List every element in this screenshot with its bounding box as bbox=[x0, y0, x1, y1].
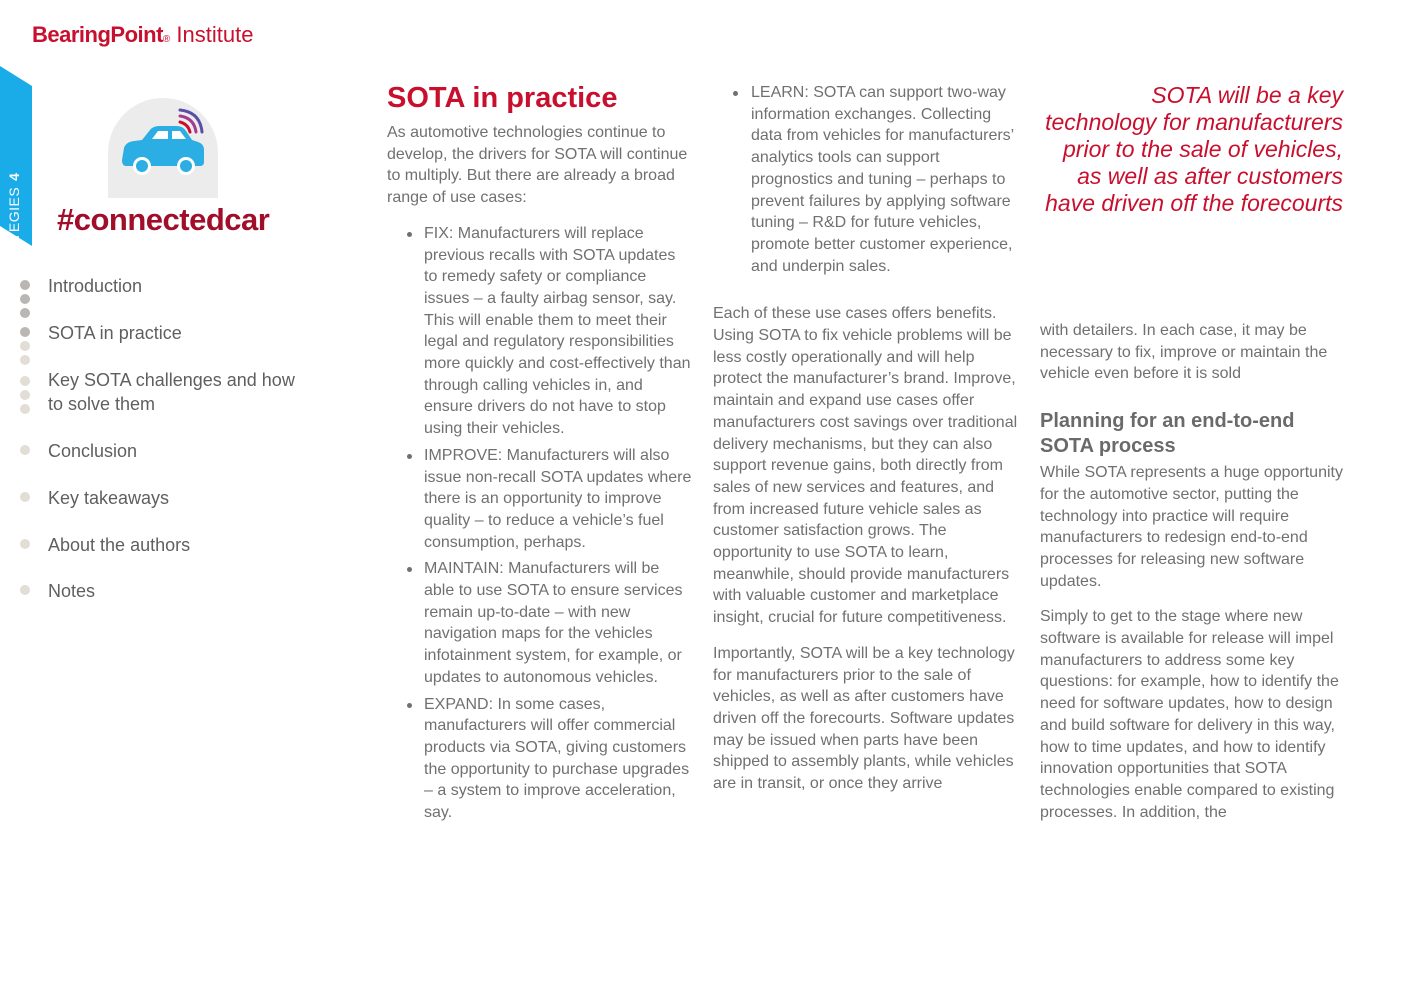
nav-item-introduction[interactable]: Introduction bbox=[48, 276, 143, 296]
list-item-learn: LEARN: SOTA can support two-way information exchanges. Collecting data from vehicles for manufacturers’ analytics tools can support prognostics and tuning – perhaps to prevent failures by applying software tuning – R&D for future vehicles, promote better customer experience, and underpin sales. bbox=[713, 82, 1019, 277]
page-title: SOTA in practice bbox=[387, 82, 618, 114]
list-item-maintain: MAINTAIN: Manufacturers will be able to use SOTA to ensure services remain up-to-date – with new navigation maps for the vehicles infotainment system, for example, or updates to autonomous vehicles. bbox=[387, 558, 692, 688]
section-subheading: Planning for an end-to-end SOTA process bbox=[1040, 410, 1295, 458]
nav-item-sota-in-practice[interactable]: SOTA in practice bbox=[48, 323, 182, 343]
side-tab-number: 4 bbox=[6, 172, 22, 181]
benefits-paragraph: Each of these use cases offers benefits. Using SOTA to fix vehicle problems will be less costly operationally and will help protect the manufacturer’s brand. Improve, maintain and expand use cases offer manufacturers cost savings over traditional delivery mechanisms, but they can also support revenue gains, both directly from sales of new services and features, and from increased future vehicle sales as customer satisfaction grows. The opportunity to use SOTA to learn, meanwhile, should provide manufacturers with valuable customer and marketplace insight, crucial for future competitiveness. bbox=[713, 305, 1018, 627]
continued-paragraph: with detailers. In each case, it may be necessary to fix, improve or maintain the vehicle even before it is sold bbox=[1040, 322, 1328, 383]
nav-item-conclusion[interactable]: Conclusion bbox=[48, 441, 138, 461]
importantly-paragraph: Importantly, SOTA will be a key technology for manufacturers prior to the sale of vehicles, as well as after customers have driven off the forecourts. Software updates may be issued when parts have been shipped to assembly plants, while vehicles are in transit, or once they arrive bbox=[713, 644, 1015, 793]
logo-registered-mark: ® bbox=[162, 34, 171, 45]
nav-dot bbox=[20, 445, 30, 455]
connected-car-icon bbox=[108, 98, 218, 198]
nav-dot bbox=[20, 327, 30, 337]
nav-dot bbox=[20, 280, 30, 290]
use-case-list bbox=[387, 223, 692, 824]
list-item-improve: IMPROVE: Manufacturers will also issue non-recall SOTA updates where there is an opportunity to improve quality – to reduce a vehicle’s fuel consumption, perhaps. bbox=[387, 445, 692, 554]
nav-dot bbox=[20, 376, 30, 386]
connected-car-badge bbox=[108, 98, 218, 198]
nav-item-key-sota-challenges[interactable]: Key SOTA challenges and how to solve them bbox=[48, 370, 295, 414]
nav-dot bbox=[20, 404, 30, 414]
use-case-list-continued bbox=[713, 82, 1019, 277]
nav-item-notes[interactable]: Notes bbox=[48, 581, 96, 601]
nav-dot bbox=[20, 539, 30, 549]
hashtag-title: #connectedcar bbox=[57, 202, 270, 237]
nav-dot bbox=[20, 390, 30, 400]
logo-brand: BearingPoint bbox=[32, 22, 163, 47]
intro-paragraph: As automotive technologies continue to develop, the drivers for SOTA will continue to multiply. But there are already a broad range of use cases: bbox=[387, 124, 688, 207]
list-item-fix: FIX: Manufacturers will replace previous recalls with SOTA updates to remedy safety or compliance issues – a faulty airbag sensor, say. This will enable them to meet their legal and regulatory responsibilities more quickly and cost-effectively than through calling vehicles in, and ensure drivers do not have to stop using their vehicles. bbox=[387, 223, 692, 440]
section-side-tab bbox=[0, 66, 32, 280]
simply-paragraph: Simply to get to the stage where new software is available for release will impel manufacturers to address some key questions: for example, how to identify the need for software updates, how to design and build software for delivery in this way, how to time updates, and how to identify innovation opportunities that SOTA technologies enable compared to existing processes. In addition, the bbox=[1040, 608, 1339, 821]
bearingpoint-institute-logo bbox=[32, 22, 253, 53]
logo-suffix: Institute bbox=[176, 22, 254, 47]
nav-item-about-the-authors[interactable]: About the authors bbox=[48, 535, 191, 555]
planning-paragraph: While SOTA represents a huge opportunity for the automotive sector, putting the technology into practice will require manufacturers to redesign end-to-end processes for releasing new software updates. bbox=[1040, 464, 1343, 590]
nav-dot bbox=[20, 492, 30, 502]
article-column-1 bbox=[387, 122, 692, 829]
nav-item-key-takeaways[interactable]: Key takeaways bbox=[48, 488, 170, 508]
nav-dot bbox=[20, 341, 30, 351]
nav-dot bbox=[20, 585, 30, 595]
article-column-3 bbox=[1040, 320, 1343, 823]
nav-dot bbox=[20, 355, 30, 365]
nav-dot bbox=[20, 294, 30, 304]
pull-quote: SOTA will be a key technology for manufacturers prior to the sale of vehicles, as well as after customers have driven off the forecourts bbox=[1045, 82, 1343, 216]
list-item-expand: EXPAND: In some cases, manufacturers will offer commercial products via SOTA, giving customers the opportunity to purchase upgrades – a system to improve acceleration, say. bbox=[387, 694, 692, 824]
nav-dot bbox=[20, 308, 30, 318]
side-tab-text: STRATEGIES bbox=[6, 186, 22, 280]
article-column-2 bbox=[713, 82, 1019, 795]
